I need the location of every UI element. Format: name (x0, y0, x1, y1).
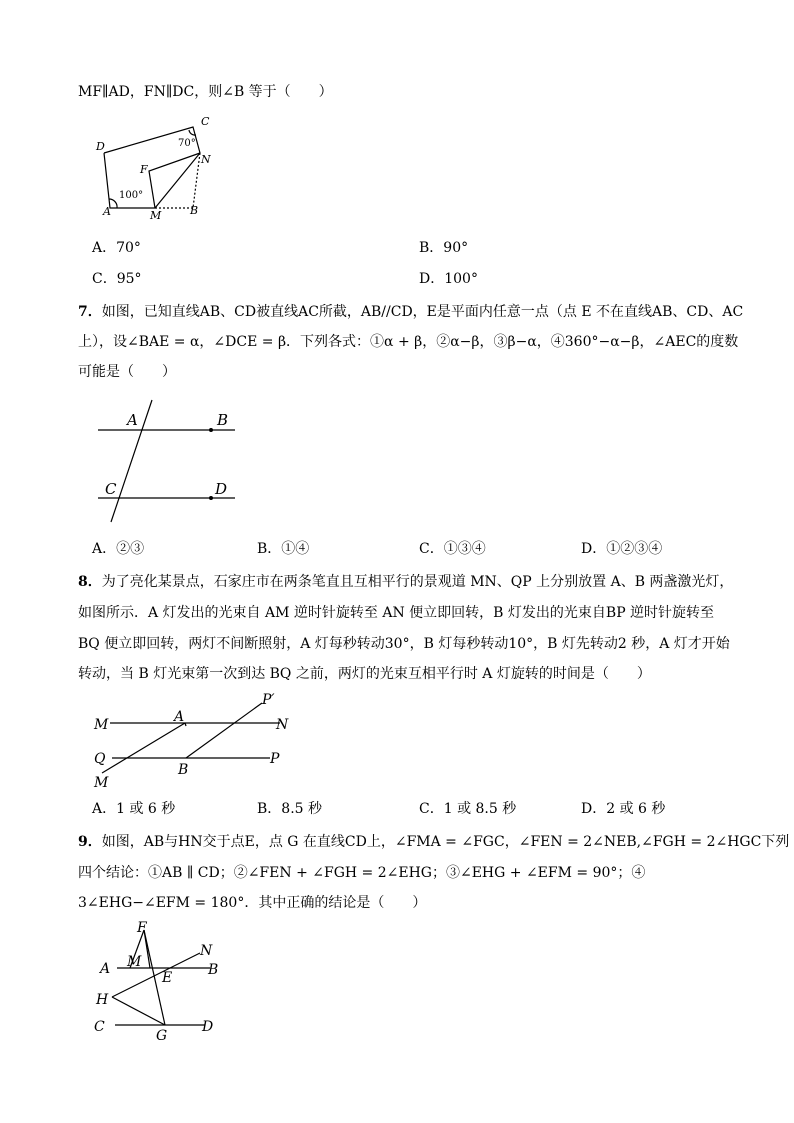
q8-line-3: BQ 便立即回转，两灯不间断照射，A 灯每秒转动30°，B 灯每秒转动10°，B 灯先转动2 秒，A 灯才开始 (78, 636, 730, 652)
q7-label-d: D (215, 480, 228, 498)
q9-line-2: 四个结论：①AB ∥ CD；②∠FEN + ∠FGH = 2∠EHG；③∠EHG + ∠EFM = 90°；④ (78, 865, 646, 881)
q8-label-q: Q (94, 751, 106, 767)
q8-option-d: D．2 或 6 秒 (581, 801, 666, 817)
q8-label-pprime: P′ (262, 692, 275, 708)
q7-label-a: A (127, 411, 138, 429)
q6-label-c: C (201, 115, 210, 128)
q9-label-f: F (137, 920, 147, 936)
q8-number: 8． (78, 574, 102, 590)
q8-option-b: B．8.5 秒 (257, 801, 323, 817)
q8-label-n: N (276, 717, 289, 733)
q6-angle-c: 70° (178, 138, 196, 149)
q7-option-a: A．②③ (92, 541, 145, 557)
q6-option-c: C．95° (92, 271, 142, 287)
q7-line-2: 上），设∠BAE = α，∠DCE = β．下列各式：①α + β，②α−β，③β−α，④360°−α−β，∠AEC的度数 (78, 334, 739, 350)
q6-label-n: N (201, 153, 211, 166)
q8-line-2: 如图所示．A 灯发出的光束自 AM 逆时针旋转至 AN 便立即回转，B 灯发出的光束自BP 逆时针旋转至 (78, 605, 715, 621)
q9-label-n: N (200, 943, 213, 959)
q9-label-a: A (100, 961, 111, 977)
q6-option-a: A．70° (92, 240, 141, 256)
q8-label-p: P (270, 751, 280, 767)
q7-option-c: C．①③④ (419, 541, 486, 557)
q8-label-m2: M (94, 775, 109, 791)
q9-label-d: D (202, 1019, 214, 1035)
q7-line-1: 7．如图，已知直线AB、CD被直线AC所截，AB//CD，E是平面内任意一点（点 E 不在直线AB、CD、AC (78, 304, 744, 320)
q8-line-1: 8．为了亮化某景点，石家庄市在两条笔直且互相平行的景观道 MN、QP 上分别放置 A、B 两盏激光灯， (78, 574, 734, 590)
q6-figure (90, 113, 230, 223)
q6-option-b: B．90° (419, 240, 469, 256)
q9-line-3: 3∠EHG−∠EFM = 180°．其中正确的结论是（ ） (78, 895, 427, 911)
q6-angle-a: 100° (119, 190, 144, 201)
q6-label-b: B (190, 204, 199, 217)
q7-label-b: B (217, 411, 229, 429)
q6-option-d: D．100° (419, 271, 478, 287)
q9-label-b: B (208, 962, 219, 978)
q7-number: 7． (78, 304, 102, 320)
q9-label-m: M (127, 954, 142, 970)
q8-label-a: A (174, 709, 185, 725)
q9-line-1: 9．如图，AB与HN交于点E，点 G 在直线CD上，∠FMA = ∠FGC，∠FEN = 2∠NEB,∠FGH = 2∠HGC下列 (78, 834, 790, 850)
q7-line-3: 可能是（ ） (78, 364, 176, 380)
q6-stem: MF∥AD，FN∥DC，则∠B 等于（ ） (78, 84, 333, 100)
q6-label-a: A (103, 205, 111, 218)
q7-figure (95, 398, 240, 526)
q9-label-g: G (156, 1028, 168, 1044)
q8-option-c: C．1 或 8.5 秒 (419, 801, 517, 817)
q7-label-c: C (105, 480, 117, 498)
q9-label-h: H (96, 992, 109, 1008)
q9-label-c: C (94, 1019, 105, 1035)
q7-option-d: D．①②③④ (581, 541, 663, 557)
q8-label-m: M (94, 717, 109, 733)
q8-line-4: 转动，当 B 灯光束第一次到达 BQ 之前，两灯的光束互相平行时 A 灯旋转的时间是（ ） (78, 666, 651, 682)
q8-option-a: A．1 或 6 秒 (92, 801, 176, 817)
q9-figure (90, 918, 230, 1043)
q6-label-f: F (140, 163, 148, 176)
q8-figure (90, 690, 300, 790)
q7-option-b: B．①④ (257, 541, 310, 557)
q8-label-b: B (178, 762, 189, 778)
q9-number: 9． (78, 834, 102, 850)
q6-label-m: M (150, 209, 162, 222)
q9-label-e: E (162, 970, 173, 986)
q6-label-d: D (96, 140, 105, 153)
